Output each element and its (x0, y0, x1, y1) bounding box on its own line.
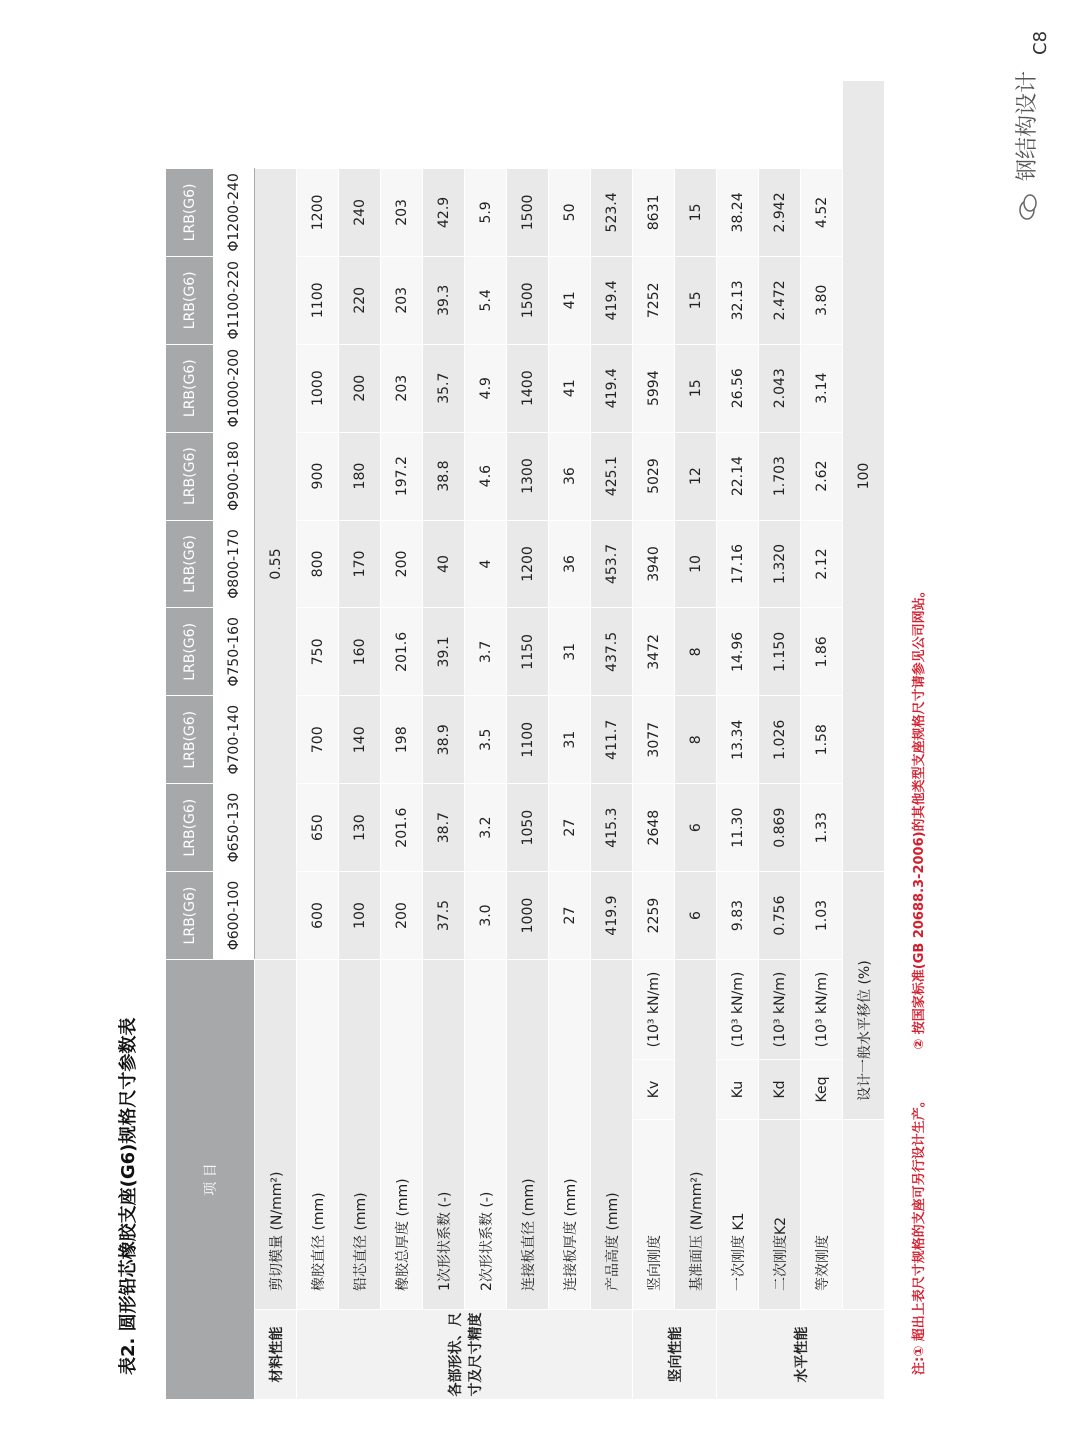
cell-value: 1200 (507, 520, 549, 608)
table-row (717, 81, 759, 1400)
row-label: 1次形状系数 (-) (423, 959, 465, 1309)
cell-value: 13.34 (717, 696, 759, 784)
table-row (675, 81, 717, 1400)
row-label: 橡胶直径 (mm) (297, 959, 339, 1309)
section-label: 水平性能 (717, 1310, 885, 1400)
cell-value: 419.9 (591, 872, 633, 960)
cell-value: 9.83 (717, 872, 759, 960)
cell-value: 1.33 (801, 784, 843, 872)
cell-value: 419.4 (591, 256, 633, 344)
row-label: 2次形状系数 (-) (465, 959, 507, 1309)
cell-value: 1.86 (801, 608, 843, 696)
cell-value: 600 (297, 872, 339, 960)
table-row (843, 81, 885, 1400)
cell-value: 3.5 (465, 696, 507, 784)
cell-value: 1500 (507, 168, 549, 256)
cell-value: 38.24 (717, 168, 759, 256)
cell-value: 650 (297, 784, 339, 872)
cell-value: 130 (339, 784, 381, 872)
dimension-label: Φ1200-240 (214, 168, 255, 256)
cell-value: 2259 (633, 872, 675, 960)
section-label: 材料性能 (255, 1310, 297, 1400)
cell-value: 200 (339, 344, 381, 432)
cell-value: 2.043 (759, 344, 801, 432)
cell-value: 2.472 (759, 256, 801, 344)
table-row (549, 81, 591, 1400)
row-label: 产品高度 (mm) (591, 959, 633, 1309)
cell-value: 198 (381, 696, 423, 784)
watermark (1010, 71, 1041, 220)
table-row (507, 81, 549, 1400)
series-label: LRB(G6) (166, 608, 214, 696)
cell-value: 6 (675, 784, 717, 872)
cell-value: 2.942 (759, 168, 801, 256)
cell-value: 38.8 (423, 432, 465, 520)
table-row (297, 81, 339, 1400)
cell-value: 7252 (633, 256, 675, 344)
cell-value: 1050 (507, 784, 549, 872)
row-label: 一次刚度 K1 (717, 1120, 759, 1310)
footnote-2: ② 按国家标准(GB 20688.3-2006)的其他类型支座规格尺寸请参见公司网站。 (912, 584, 927, 1050)
row-label: 铅芯直径 (mm) (339, 959, 381, 1309)
footnote-1: 注:① 超出上表尺寸规格的支座可另行设计生产。 (912, 1094, 927, 1375)
cell-value: 4 (465, 520, 507, 608)
cell-value: 11.30 (717, 784, 759, 872)
cell-value: 453.7 (591, 520, 633, 608)
section-label-empty (843, 1120, 885, 1310)
dimension-label: Φ750-160 (214, 608, 255, 696)
cell-value: 4.52 (801, 168, 843, 256)
page-number: C8 (1030, 30, 1051, 55)
section-label: 各部形状、尺寸及尺寸精度 (297, 1310, 633, 1400)
table-row (633, 81, 675, 1400)
cell-value: 0.869 (759, 784, 801, 872)
cell-value: 1300 (507, 432, 549, 520)
row-label: 等效刚度 (801, 1120, 843, 1310)
series-label: LRB(G6) (166, 344, 214, 432)
cell-value: 800 (297, 520, 339, 608)
row-unit: (10³ kN/m) (801, 959, 843, 1059)
table-row (801, 81, 843, 1400)
row-label: 基准面压 (N/mm²) (675, 959, 717, 1309)
cell-value: 2.12 (801, 520, 843, 608)
cell-value: 220 (339, 256, 381, 344)
cell-value: 15 (675, 256, 717, 344)
cell-value: 1100 (507, 696, 549, 784)
cell-value: 1.320 (759, 520, 801, 608)
cell-value: 41 (549, 256, 591, 344)
cell-value: 8 (675, 608, 717, 696)
cell-value: 1400 (507, 344, 549, 432)
spec-table (165, 80, 885, 1400)
row-symbol: Kd (759, 1060, 801, 1120)
cell-value: 170 (339, 520, 381, 608)
cell-value: 35.7 (423, 344, 465, 432)
cell-value: 201.6 (381, 784, 423, 872)
watermark-text: 钢结构设计 (1015, 70, 1040, 181)
cell-value: 10 (675, 520, 717, 608)
cell-value: 1.026 (759, 696, 801, 784)
dimension-label: Φ1100-220 (214, 256, 255, 344)
cell-value: 3.14 (801, 344, 843, 432)
cell-value: 27 (549, 872, 591, 960)
cell-value: 180 (339, 432, 381, 520)
cell-value: 5.4 (465, 256, 507, 344)
series-label: LRB(G6) (166, 784, 214, 872)
cell-value: 27 (549, 784, 591, 872)
cell-value: 411.7 (591, 696, 633, 784)
cell-value: 1200 (297, 168, 339, 256)
row-label: 二次刚度K2 (759, 1120, 801, 1310)
cell-value: 4.9 (465, 344, 507, 432)
dimension-label: Φ800-170 (214, 520, 255, 608)
cell-value: 1150 (507, 608, 549, 696)
cell-value: 140 (339, 696, 381, 784)
cell-value: 100 (339, 872, 381, 960)
cell-value: 17.16 (717, 520, 759, 608)
row-unit: (10³ kN/m) (633, 959, 675, 1059)
row-label: 竖向刚度 (633, 1120, 675, 1310)
row-label: 连接板厚度 (mm) (549, 959, 591, 1309)
series-label: LRB(G6) (166, 256, 214, 344)
cell-value: 160 (339, 608, 381, 696)
cell-value: 203 (381, 168, 423, 256)
row-symbol: Ku (717, 1060, 759, 1120)
cell-value: 3.80 (801, 256, 843, 344)
item-header: 项 目 (166, 959, 255, 1399)
cell-value: 425.1 (591, 432, 633, 520)
cell-value: 42.9 (423, 168, 465, 256)
section-label: 竖向性能 (633, 1310, 717, 1400)
cell-value: 1.03 (801, 872, 843, 960)
dimension-label: Φ650-130 (214, 784, 255, 872)
series-label: LRB(G6) (166, 520, 214, 608)
cell-value: 523.4 (591, 168, 633, 256)
table-row (465, 81, 507, 1400)
wechat-icon (1018, 194, 1038, 220)
footnote (908, 544, 927, 1375)
cell-value: 15 (675, 168, 717, 256)
cell-value: 197.2 (381, 432, 423, 520)
table-row (759, 81, 801, 1400)
series-label: LRB(G6) (166, 432, 214, 520)
cell-value: 200 (381, 520, 423, 608)
cell-value: 1100 (297, 256, 339, 344)
table-row (591, 81, 633, 1400)
cell-value: 39.3 (423, 256, 465, 344)
row-label: 橡胶总厚度 (mm) (381, 959, 423, 1309)
cell-value: 201.6 (381, 608, 423, 696)
cell-value: 26.56 (717, 344, 759, 432)
cell-value: 15 (675, 344, 717, 432)
cell-value: 3.0 (465, 872, 507, 960)
cell-value: 3077 (633, 696, 675, 784)
cell-value: 5994 (633, 344, 675, 432)
table-row (255, 81, 297, 1400)
cell-value: 32.13 (717, 256, 759, 344)
cell-value: 437.5 (591, 608, 633, 696)
series-label: LRB(G6) (166, 168, 214, 256)
dimension-label: Φ1000-200 (214, 344, 255, 432)
row-unit: (10³ kN/m) (717, 959, 759, 1059)
cell-value: 240 (339, 168, 381, 256)
cell-value: 36 (549, 520, 591, 608)
cell-value: 40 (423, 520, 465, 608)
cell-value: 31 (549, 608, 591, 696)
cell-value: 200 (381, 872, 423, 960)
cell-value: 5.9 (465, 168, 507, 256)
cell-value: 14.96 (717, 608, 759, 696)
cell-value: 6 (675, 872, 717, 960)
cell-value: 50 (549, 168, 591, 256)
cell-value: 8 (675, 696, 717, 784)
row-symbol: Keq (801, 1060, 843, 1120)
cell-value: 31 (549, 696, 591, 784)
cell-value: 203 (381, 256, 423, 344)
cell-value: 3.7 (465, 608, 507, 696)
cell-value: 37.5 (423, 872, 465, 960)
cell-value: 41 (549, 344, 591, 432)
cell-value: 203 (381, 344, 423, 432)
table-row (381, 81, 423, 1400)
cell-value: 36 (549, 432, 591, 520)
row-label: 连接板直径 (mm) (507, 959, 549, 1309)
cell-value: 900 (297, 432, 339, 520)
dimension-label: Φ900-180 (214, 432, 255, 520)
cell-value: 1000 (297, 344, 339, 432)
table-row (339, 81, 381, 1400)
row-unit: (10³ kN/m) (759, 959, 801, 1059)
cell-value: 4.6 (465, 432, 507, 520)
cell-value: 12 (675, 432, 717, 520)
cell-value: 1.150 (759, 608, 801, 696)
row-label: 设计一般水平移位 (%) (843, 872, 885, 1120)
cell-value: 415.3 (591, 784, 633, 872)
cell-value: 3940 (633, 520, 675, 608)
cell-value: 22.14 (717, 432, 759, 520)
cell-value: 1500 (507, 256, 549, 344)
cell-value: 3472 (633, 608, 675, 696)
row-value: 0.55 (255, 168, 297, 959)
series-label: LRB(G6) (166, 696, 214, 784)
cell-value: 700 (297, 696, 339, 784)
cell-value: 8631 (633, 168, 675, 256)
cell-value: 3.2 (465, 784, 507, 872)
cell-value: 5029 (633, 432, 675, 520)
cell-value: 1.703 (759, 432, 801, 520)
series-label: LRB(G6) (166, 872, 214, 960)
cell-value: 0.756 (759, 872, 801, 960)
cell-value: 750 (297, 608, 339, 696)
cell-value: 1000 (507, 872, 549, 960)
row-value: 100 (843, 81, 885, 872)
cell-value: 2.62 (801, 432, 843, 520)
cell-value: 419.4 (591, 344, 633, 432)
cell-value: 1.58 (801, 696, 843, 784)
row-symbol: Kv (633, 1060, 675, 1120)
cell-value: 38.7 (423, 784, 465, 872)
row-label: 剪切模量 (N/mm²) (255, 959, 297, 1309)
cell-value: 2648 (633, 784, 675, 872)
cell-value: 39.1 (423, 608, 465, 696)
dimension-label: Φ600-100 (214, 872, 255, 960)
table-row (423, 81, 465, 1400)
table-title: 表2. 圆形铅芯橡胶支座(G6)规格尺寸参数表 (118, 1017, 139, 1375)
dimension-label: Φ700-140 (214, 696, 255, 784)
cell-value: 38.9 (423, 696, 465, 784)
